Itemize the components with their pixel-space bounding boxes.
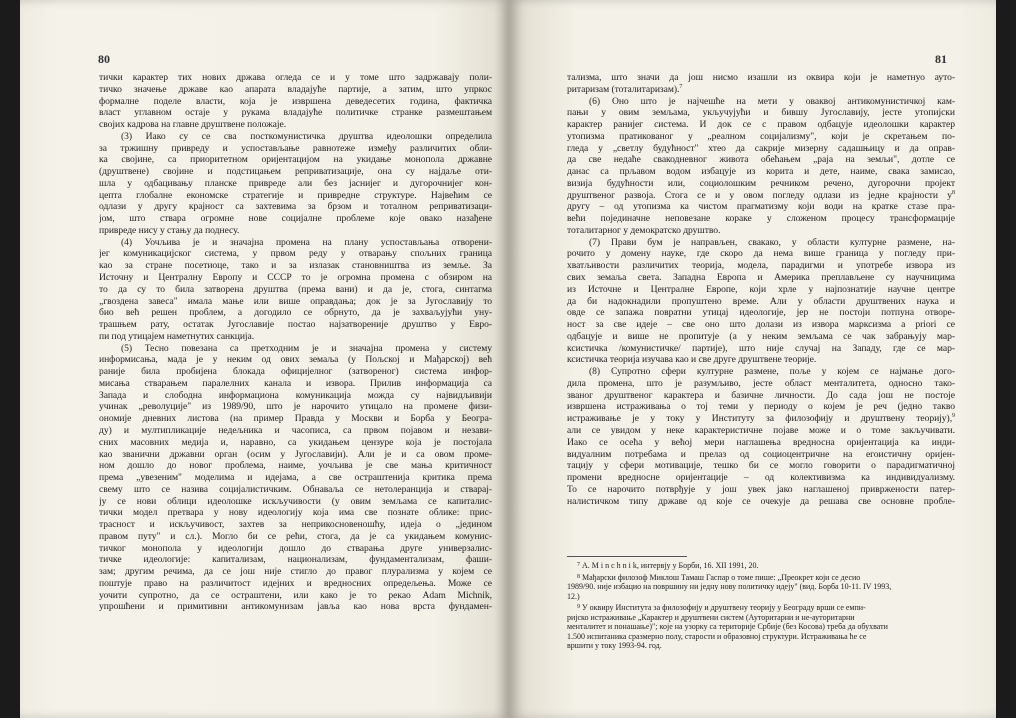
footnote-mark: 7 [679, 83, 683, 90]
text-line: мисања стварањем паралелних канала и извора. Прилив информација са [99, 377, 492, 389]
footnote-line [567, 641, 955, 651]
text-line: зам; другим речима, да се још није стигло до правог плурализма у којем се [99, 566, 492, 578]
footnote-text: менталитет и понашање)"; које на узорку са територије Србије (без Косова) треба да обухвати [567, 622, 888, 631]
text-line: као званични државни орган (осим у Југославији). Али је и са овом проме- [99, 448, 492, 460]
text-line: да би надокнадили пропуштено време. Али у области друштвених наука и [567, 295, 955, 307]
footnote-text: A. M i n c h n i k, интервју у Борби, 16. XII 1991, 20. [582, 561, 759, 570]
text-line: (6) Оно што је најчешће на мети у оваквој антикомунистичкој кам- [589, 95, 955, 107]
text-line: али се увидом у неке карактеристичне појаве може и о томе закључивати. [567, 424, 955, 436]
text-line: ономије дневних листова (на пример Правда у Москви и Борба у Београ- [99, 413, 492, 425]
text-line: тализма, што значи да још нисмо изашли из оквира који је наметнуо ауто- [567, 72, 955, 83]
footnote [567, 603, 955, 651]
footnote-line [567, 632, 955, 642]
text-line: визија будућности или, социолошким речником речено, дугорочни пројект [567, 177, 955, 189]
text-line: пањи у овим земљама, укључујући и бившу Југославију, јесте утопијски [567, 107, 955, 119]
text-line: формалне поделе власти, која је извршена деведесетих година, фактичка [99, 95, 492, 107]
text-line: сних масовних медија и, наравно, са укидањем цензуре која је постојала [99, 436, 492, 448]
text-line: утопизма пратикованог у „реалном социјализму", који је скретањем по- [567, 130, 955, 142]
text-line: то да су то била затворена друштва (према вани) и да је, стога, синтагма [99, 283, 492, 295]
text-line: правом путу" и сл.). Могло би се рећи, стога, да је са укидањем комунис- [99, 530, 492, 542]
text-line: као за стране посетиоце, тако и за излазак становништва из земље. За [99, 260, 492, 272]
text-line: карактер ранијег система. И док се с правом одбацује идеолошки карактер [567, 119, 955, 131]
text-line: свих земаља света. Западна Европа и Америка преплављене су научницима [567, 272, 955, 284]
footnote-line [567, 603, 955, 613]
footnote-rule [567, 556, 687, 557]
footnote-mark: 8 [952, 189, 955, 196]
footnote [567, 573, 955, 602]
right-page-body [567, 72, 955, 507]
footnote-text: 12.) [567, 591, 580, 601]
text-line: истраживање је у току у Институту за филозофију и друштвену теорију),$^9$ [567, 413, 955, 425]
text-line: према „увезеним" моделима и идејама, а све остраштенија критика према [99, 472, 492, 484]
right-page [509, 0, 996, 718]
text-line: за тржишну привреду и успостављање равнотеже између различитих обли- [99, 142, 492, 154]
footnote-number: 8 [577, 573, 580, 580]
text-line: рочито у домену науке, где скоро да нема више граница у погледу при- [567, 248, 955, 260]
text-line: био већ решен проблем, а догодило се обрнуто, да је захваљујући уну- [99, 307, 492, 319]
text-line: из Источне и Централне Европе, који хрле у најпознатије научне центре [567, 283, 955, 295]
text-line: трашњем рату, остатак Југославије постао најзатвореније друштво у Евро- [99, 319, 492, 331]
text-line: тички карактер тих нових држава огледа се и у томе што задржавају поли- [99, 72, 492, 83]
left-page [20, 0, 509, 718]
page-number-right: 81 [935, 52, 947, 66]
footnote-mark: 9 [952, 413, 955, 420]
text-line: јом, што ствара огромне нове социјалне проблеме које овако назађене [99, 213, 492, 225]
footnote-text: 1.500 испитаника сразмерно полу, старости и образовној структури. Истраживања ће се [567, 631, 867, 641]
text-line: налистичком типу државе од које се очекује да решава све основне пробле- [567, 495, 955, 507]
text-line: Запада и слободна информациона комуникација можда су највидљивији [99, 389, 492, 401]
text-line: хватљивости различитих теорија, модела, парадигми и употребе извора из [567, 260, 955, 272]
page-number-left: 80 [98, 52, 110, 66]
text-line: одлази у другу крајност са захтевима за брзом и тоталном реприватизаци- [99, 201, 492, 213]
text-line: трасност и искључивост, захтев за неприкосновеношћу, идеја о „једином [99, 519, 492, 531]
footnote-number: 7 [577, 562, 580, 568]
text-line: тички модел претвара у нову идеологију која има све познате облике: прис- [99, 507, 492, 519]
text-line: другу – од утопизма ка чистом прагматизму који води на кратке стазе пра- [567, 201, 955, 213]
text-line: ност за све идеје – све оно што долази из извора марксизма а priori се [567, 319, 955, 331]
text-line: информисања, мада је у неким од ових земаља (у Пољској и Мађарској) већ [99, 354, 492, 366]
footnote-text: У оквиру Института за филозофију и друштвену теорију у Београду врши се емпи- [582, 603, 866, 612]
text-line: (7) Прави бум је направљен, свакако, у области културне размене, на- [589, 236, 955, 248]
text-line: ју се нови облици идеолошке искључивости (у овим земљама се капиталис- [99, 495, 492, 507]
text-line: друштвеног развоја. Стога се и у овом погледу одлази из једне крајности $у^8$ [567, 189, 955, 201]
footnote-text: вршити у току 1993-94. год. [567, 641, 662, 650]
text-line: тичког монопола у идеологији дошло до стварања друге универзалис- [99, 542, 492, 554]
text-line: видуалним потребама и прелаз од социоцентричне на егоистичну оријен- [567, 448, 955, 460]
text-line: уочити супротно, да се остраштени, или како је то рекао Adam Michnik, [99, 589, 492, 601]
text-line: цепта глобалне економске стратегије и привредне структуре. Највећим се [99, 189, 492, 201]
text-line: званог друштвеног карактера и базичне личности. До сада још не постоје [567, 389, 955, 401]
text-line: тичке идеологије: капитализам, национализам, фундаментализам, фаши- [99, 554, 492, 566]
text-line: гледа у „светлу будућност" хтео да сакрије мизерну садашњицу и да оправ- [567, 142, 955, 154]
text-line: да све недаће свакодневног живота обећањем „раја на земљи", дотле се [567, 154, 955, 166]
footnote-line [567, 582, 955, 592]
text-line: јег комуникацијског система, у првом реду у отварању спољних граница [99, 248, 492, 260]
footnote-text: 1989/90. није избацио на површину ни једну нову политичку идеју" (вид. Борба 10-11. IV 1993, [567, 582, 892, 591]
footnote [567, 561, 955, 571]
text-line: дила промена, што је разумљиво, јесте област менталитета, односно тако- [567, 377, 955, 389]
text-line: поштује право на различитост идејних и вредносних опредељења. Може се [99, 577, 492, 589]
text-line: власт углавном остаје у рукама владајуће политичке странке размештањем [99, 107, 492, 119]
footnote-text: ријско истраживање „Карактер и друштвени систем (Ауторитарни и не-ауторитарни [567, 612, 855, 622]
text-line: пи под утицајем наметнутих санкција. [99, 330, 255, 342]
text-line: већи појединачне неповезане кораке у сложеном процесу трансформације [567, 213, 955, 225]
footnote-line [567, 592, 955, 602]
footnote-number: 9 [577, 604, 580, 610]
text-line: (5) Тесно повезана са претходним је и значајна промена у систему [121, 342, 492, 354]
text-line: тацију у сфери мотивације, тешко би се могло говорити о парадигматичној [567, 460, 955, 472]
text-line: својих кадрова на главне друштвене положаје. [99, 119, 287, 131]
footnotes [567, 556, 955, 653]
text-line: промени вредносне оријентације – од колективизма ка индивидуализму. [567, 472, 955, 484]
text-line: „гвоздена завеса" имала мање или више оправдања; док је за Југославију то [99, 295, 492, 307]
text-line: То се нарочито потврђује у још увек јако наглашеној привржености патер- [567, 483, 955, 495]
text-line: данас са прљавом водом избацује из корита и дете, наиме, свака замисао, [567, 166, 955, 178]
footnote-line [567, 573, 955, 583]
text-line: (8) Супротно сфери културне размене, поље у којем се најмање дого- [589, 366, 955, 378]
text-line: (4) Уочљива је и значајна промена на плану успостављања отворени- [121, 236, 492, 248]
text-line: ксистичка теорија изучава као и све друге друштвене теорије. [567, 354, 817, 366]
footnote-line [567, 613, 955, 623]
text-line: тоталитарног у демократско друштво. [567, 224, 721, 236]
text-line: овде се запажа повратни утицај идеологије, јер не постоји потпуна отворе- [567, 307, 955, 319]
text-line: ритаризам (тоталитаризам).$^7$ [567, 83, 683, 95]
text-line: ксистичка /комунистичке/ партије), што није случај на Западу, где се мар- [567, 342, 955, 354]
text-line: свему што се назива социјалистичким. Обнаваља се нетолеранција и стварај- [99, 483, 492, 495]
footnote-line [567, 561, 955, 571]
text-line: (друштвене) својине и подстицањем реприватизације, она су најдаље оти- [99, 166, 492, 178]
text-line: Иако се осећа у већој мери наглашења вредносна оријентација ка инди- [567, 436, 955, 448]
text-line: Источну и Централну Европу и СССР то је огромна промена с обзиром на [99, 272, 492, 284]
text-line: ном дошло до новог проблема, наиме, уочљива је све мања критичност [99, 460, 492, 472]
text-line: упрошћени и примитивни антикомунизам јавља као нова врста фундамен- [99, 601, 492, 613]
text-line: привреде нису у стању да поднесу. [99, 224, 240, 236]
text-line: ка својине, са приоритетном оријентацијом на укидање монопола државне [99, 154, 492, 166]
left-page-body [99, 72, 492, 613]
text-line: (3) Иако су се сва посткомунистичка друштва идеолошки определила [121, 130, 492, 142]
text-line: учинак „револуције" из 1989/90, што је нарочито утицало на промене физи- [99, 401, 492, 413]
footnote-line [567, 622, 955, 632]
text-line: шла у одбацивању планске привреде али без јаснијег и дугорочнијег кон- [99, 177, 492, 189]
text-line: ду) и мултипликације недељника и часописа, са првом појавом и незави- [99, 424, 492, 436]
text-line: тичко значење државе као апарата владајуће партије, а затим, што упркос [99, 83, 492, 95]
footnote-text: Мађарски филозоф Миклош Тамаш Гаспар о томе пише: „Преокрет који се десио [582, 572, 861, 582]
text-line: одбацује и више не пропитује (а у неким земљама се чак забрањују мар- [567, 330, 955, 342]
text-line: извршена истраживања о тој теми у периоду о којем је реч (једно такво [567, 401, 955, 413]
text-line: раније била пробијена блокада официјелног (затвореног) система инфор- [99, 366, 492, 378]
